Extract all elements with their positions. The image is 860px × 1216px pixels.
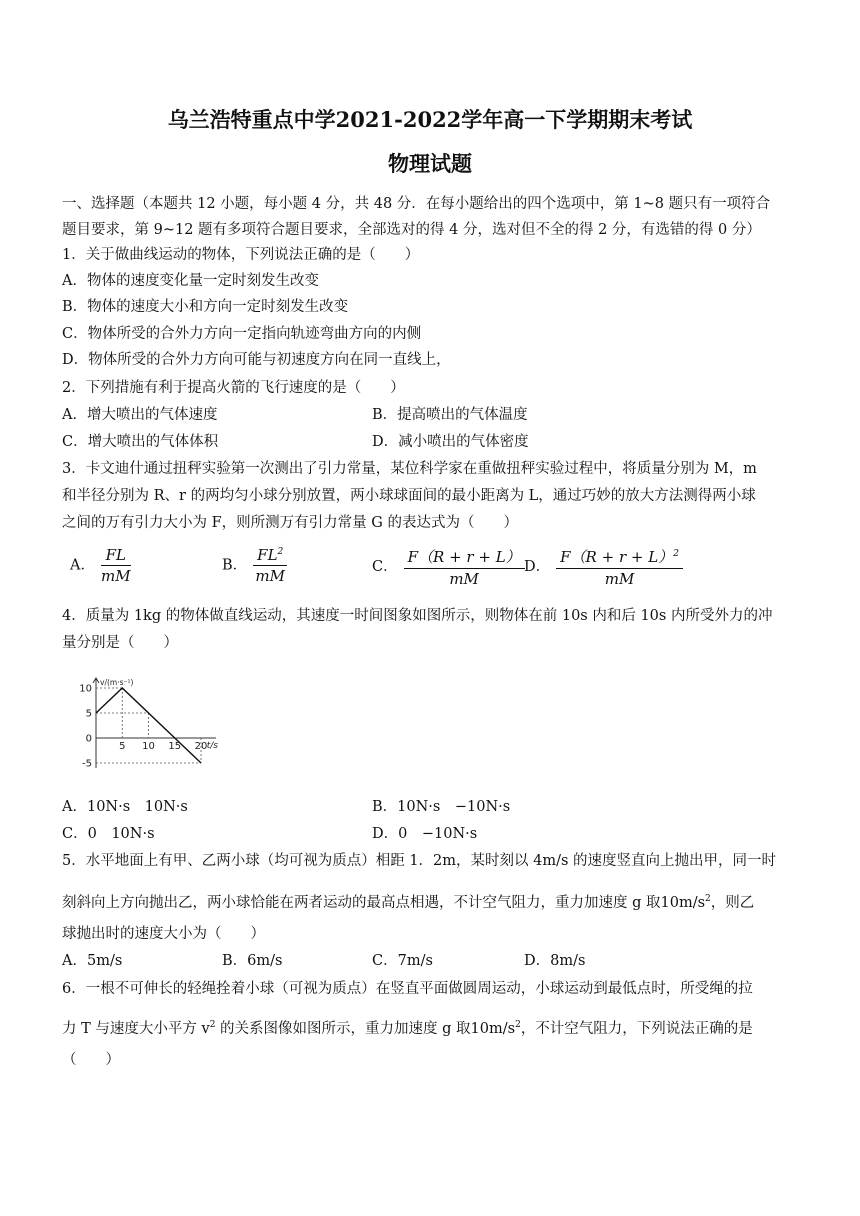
q6-stem-line2-end: ，不计空气阻力，下列说法正确的是	[520, 1020, 753, 1037]
q6-v-exponent: 2	[209, 1020, 216, 1030]
exam-title: 乌兰浩特重点中学2021-2022学年高一下学期期末考试	[167, 107, 693, 132]
x-tick-label: 15	[168, 741, 182, 752]
q6-stem-line1: 6．一根不可伸长的轻绳拴着小球（可视为质点）在竖直平面做圆周运动，小球运动到最低点时，所受绳的拉	[62, 981, 753, 997]
q3-option-b-numerator: FL	[257, 546, 278, 564]
velocity-time-chart	[72, 672, 228, 774]
x-tick-label: 20	[194, 741, 208, 752]
section-instructions-line2: 题目要求，第 9~12 题有多项符合题目要求，全部选对的得 4 分，选对但不全的得 2 分，有选错的得 0 分）	[62, 222, 761, 238]
q3-option-b-exponent: 2	[277, 547, 284, 557]
q2-option-d: D．减小喷出的气体密度	[372, 434, 529, 450]
q2-option-a: A．增大喷出的气体速度	[62, 407, 218, 423]
y-tick-label: 5	[85, 708, 92, 720]
section-instructions-line1: 一、选择题（本题共 12 小题，每小题 4 分，共 48 分．在每小题给出的四个选项中，第 1~8 题只有一项符合	[62, 196, 771, 212]
q3-option-d-numerator: F（R + r + L）	[560, 548, 674, 566]
q6-g-exponent: 2	[515, 1020, 521, 1030]
y-tick-label: 0	[85, 733, 92, 745]
q3-option-d-denominator: mM	[604, 570, 635, 588]
q3-option-d-exponent: 2	[673, 549, 679, 559]
q1-stem: 1．关于做曲线运动的物体，下列说法正确的是（ ）	[62, 247, 420, 263]
x-tick-label: 10	[142, 741, 155, 752]
q3-option-d-label: D．	[524, 559, 551, 575]
q3-option-c-label: C．	[372, 559, 398, 575]
y-tick-label: -5	[82, 758, 92, 770]
q4-option-c: C．0 10N·s	[62, 826, 155, 842]
q3-option-c-numerator: F（R + r + L）	[404, 546, 525, 569]
q1-option-a: A．物体的速度变化量一定时刻发生改变	[62, 273, 319, 289]
q3-option-a-denominator: mM	[100, 567, 131, 585]
q6-g-value: 10m/s	[470, 1020, 516, 1037]
q2-option-b: B．提高喷出的气体温度	[372, 407, 528, 423]
q5-stem-line2	[62, 889, 754, 913]
q3-stem-line1: 3．卡文迪什通过扭秤实验第一次测出了引力常量，某位科学家在重做扭秤实验过程中，将质量分别为 M，m	[62, 461, 757, 477]
exam-subtitle: 物理试题	[388, 151, 472, 176]
q3-option-b-denominator: mM	[255, 567, 285, 585]
q3-option-d	[524, 546, 683, 588]
q3-option-d-fraction	[556, 546, 683, 588]
q3-option-b	[222, 546, 287, 585]
q3-option-a-numerator: FL	[101, 546, 131, 566]
q5-option-c: C．7m/s	[372, 953, 433, 969]
q1-option-b: B．物体的速度大小和方向一定时刻发生改变	[62, 299, 349, 315]
q4-stem-line2: 量分别是（ ）	[62, 635, 178, 651]
q5-stem-line2-text: 刻斜向上方向抛出乙，两小球恰能在两者运动的最高点相遇，不计空气阻力，重力加速度 g 取	[62, 894, 661, 911]
q5-option-a: A．5m/s	[62, 953, 123, 969]
q5-stem-line2-end: ，则乙	[710, 894, 755, 911]
x-axis-label: t/s	[206, 741, 218, 751]
y-axis-label: v/(m·s⁻¹)	[100, 678, 134, 687]
q1-option-c: C．物体所受的合外力方向一定指向轨迹弯曲方向的内侧	[62, 326, 422, 342]
q6-stem-line2-mid: 的关系图像如图所示，重力加速度 g 取	[215, 1020, 471, 1037]
q5-stem-line1: 5．水平地面上有甲、乙两小球（均可视为质点）相距 1．2m，某时刻以 4m/s 的速度竖直向上抛出甲，同一时	[62, 853, 777, 869]
q2-option-c: C．增大喷出的气体体积	[62, 434, 219, 450]
q1-option-d: D．物体所受的合外力方向可能与初速度方向在同一直线上，	[62, 352, 451, 368]
q3-option-a-fraction	[101, 546, 131, 585]
q5-option-b: B．6m/s	[222, 953, 283, 969]
q5-g-exponent: 2	[705, 894, 711, 904]
q3-option-b-label: B．	[222, 557, 248, 574]
q3-option-a-label: A．	[70, 557, 95, 574]
q4-option-a: A．10N·s 10N·s	[62, 799, 188, 815]
q3-option-c-fraction	[404, 546, 525, 588]
q6-stem-line3: （ ）	[62, 1052, 120, 1068]
q6-stem-line2-text: 力 T 与速度大小平方 v	[62, 1020, 210, 1037]
q3-option-b-fraction	[253, 546, 287, 585]
q5-stem-line3: 球抛出时的速度大小为（ ）	[62, 926, 265, 942]
q3-option-c-denominator: mM	[449, 570, 479, 588]
q3-stem-line3: 之间的万有引力大小为 F，则所测万有引力常量 G 的表达式为（ ）	[62, 515, 518, 531]
q4-option-d: D．0 −10N·s	[372, 826, 478, 842]
q4-stem-line1: 4．质量为 1kg 的物体做直线运动，其速度一时间图象如图所示，则物体在前 10s 内和后 10s 内所受外力的冲	[62, 608, 773, 624]
x-tick-label: 5	[119, 741, 126, 752]
q2-stem: 2．下列措施有利于提高火箭的飞行速度的是（ ）	[62, 380, 405, 396]
y-tick-label: 10	[79, 683, 92, 695]
q5-option-d: D．8m/s	[524, 953, 586, 969]
q3-option-a	[70, 546, 131, 585]
q4-option-b: B．10N·s −10N·s	[372, 799, 511, 815]
q3-stem-line2: 和半径分别为 R、r 的两均匀小球分别放置，两小球球面间的最小距离为 L，通过巧妙的放大方法测得两小球	[62, 488, 756, 504]
q6-stem-line2	[62, 1015, 753, 1039]
q5-g-value: 10m/s	[660, 894, 706, 911]
q3-option-c	[372, 546, 525, 588]
